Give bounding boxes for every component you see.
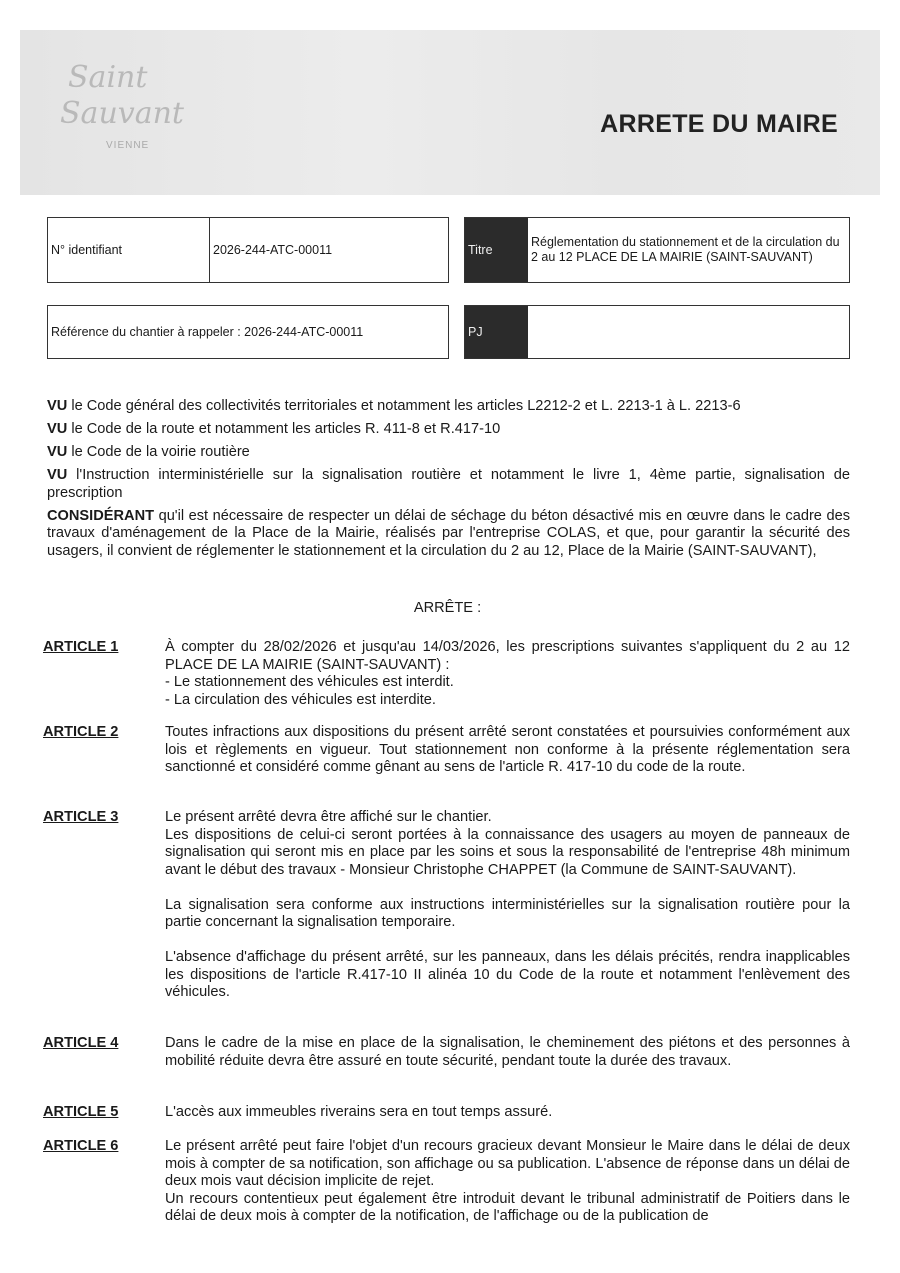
visa-keyword: VU <box>47 467 68 483</box>
titre-value: Réglementation du stationnement et de la circulation du 2 au 12 PLACE DE LA MAIRIE (SAINT-SAUVANT) <box>531 235 840 264</box>
visa-text: le Code général des collectivités territoriales et notamment les articles L2212-2 et L. 2213-1 à L. 2213-6 <box>67 398 741 414</box>
visa-text: le Code de la voirie routière <box>67 444 250 460</box>
article-paragraph: À compter du 28/02/2026 et jusqu'au 14/03/2026, les prescriptions suivantes s'appliquent du 2 au 12 PLACE DE LA MAIRIE (SAINT-SAUVANT) : <box>165 639 850 673</box>
id-label: N° identifiant <box>48 218 210 282</box>
article-5-label: ARTICLE 5 <box>43 1104 119 1120</box>
article-6-label: ARTICLE 6 <box>43 1138 119 1154</box>
article-paragraph: La signalisation sera conforme aux instructions interministérielles sur la signalisation routière pour la partie concernant la signalisation temporaire. <box>165 896 850 930</box>
article-paragraph: Toutes infractions aux dispositions du présent arrêté seront constatées et poursuivies conformément aux lois et règlements en vigueur. Tout stationnement non conforme à la présente réglementation sera sanctionné et considéré comme gênant au sens de l'article R. 417-10 du code de la route. <box>165 724 850 775</box>
saint-sauvant-logo <box>58 60 208 165</box>
article-paragraph: L'accès aux immeubles riverains sera en tout temps assuré. <box>165 1104 553 1120</box>
article-1-label: ARTICLE 1 <box>43 639 119 655</box>
logo-region: VIENNE <box>106 140 150 151</box>
pj-value <box>528 306 849 358</box>
logo-line2: Sauvant <box>60 96 184 131</box>
visa-2 <box>47 421 850 439</box>
visa-keyword: VU <box>47 421 68 437</box>
article-4-body <box>165 1035 850 1070</box>
pj-label: PJ <box>465 306 528 358</box>
article-paragraph: Un recours contentieux peut également être introduit devant le tribunal administratif de Poitiers dans le délai de deux mois à compter de la notification, de l'affichage ou de la publication de <box>165 1190 850 1224</box>
article-3-body <box>165 809 850 1002</box>
article-paragraph: Les dispositions de celui-ci seront portées à la connaissance des usagers au moyen de panneaux de signalisation qui seront mis en place par les soins et sous la responsabilité de l'entreprise 48h minimum avant le début des travaux - Monsieur Christophe CHAPPET (la Commune de SAINT-SAUVANT). <box>165 826 850 878</box>
document-title: ARRETE DU MAIRE <box>600 110 838 138</box>
considerant-text: qu'il est nécessaire de respecter un délai de séchage du béton désactivé mis en œuvre dans le cadre des travaux d'aménagement de la Place de la Mairie, réalisés par l'entreprise COLAS, et que, pour garantir la sécurité des usagers, il convient de réglementer le stationnement et la circulation du 2 au 12, Place de la Mairie (SAINT-SAUVANT), <box>47 507 850 559</box>
arrete-heading: ARRÊTE : <box>413 600 482 616</box>
article-2-label: ARTICLE 2 <box>43 724 119 740</box>
visas <box>47 398 850 560</box>
pj-box <box>464 305 850 359</box>
visa-text: l'Instruction interministérielle sur la signalisation routière et notamment le livre 1, 4ème partie, signalisation de prescription <box>47 467 850 501</box>
article-4-label: ARTICLE 4 <box>43 1035 119 1051</box>
title-box <box>464 217 850 283</box>
article-paragraph: L'absence d'affichage du présent arrêté, sur les panneaux, dans les délais précités, rendra inapplicables les dispositions de l'article R.417-10 II alinéa 10 du Code de la route et notamment l'enlèvement des véhicules. <box>165 949 850 1000</box>
visa-text: le Code de la route et notamment les articles R. 411-8 et R.417-10 <box>67 421 501 437</box>
reference-box <box>47 305 449 359</box>
logo-line1: Saint <box>68 60 148 95</box>
article-2-body <box>165 724 850 777</box>
considerant <box>47 508 850 561</box>
visa-3 <box>47 444 850 462</box>
article-6-body <box>165 1138 850 1226</box>
article-paragraph: - La circulation des véhicules est interdite. <box>165 691 436 708</box>
visa-4 <box>47 467 850 502</box>
article-paragraph: Le présent arrêté devra être affiché sur le chantier. <box>165 809 492 825</box>
article-5-body <box>165 1104 850 1122</box>
identifier-box <box>47 217 449 283</box>
article-paragraph: Le présent arrêté peut faire l'objet d'un recours gracieux devant Monsieur le Maire dans le délai de deux mois à compter de sa notification, son affichage ou sa publication. L'absence de réponse dans un délai de deux mois vaut décision implicite de rejet. <box>165 1138 850 1189</box>
reference-text: Référence du chantier à rappeler : 2026-244-ATC-00011 <box>51 325 364 339</box>
visa-1 <box>47 398 850 416</box>
id-value: 2026-244-ATC-00011 <box>213 243 333 257</box>
visa-keyword: VU <box>47 398 68 414</box>
visa-keyword: VU <box>47 444 68 460</box>
considerant-keyword: CONSIDÉRANT <box>47 507 155 524</box>
article-3-label: ARTICLE 3 <box>43 809 119 825</box>
article-1-body <box>165 639 850 709</box>
article-paragraph: Dans le cadre de la mise en place de la signalisation, le cheminement des piétons et des personnes à mobilité réduite devra être assuré en toute sécurité, pendant toute la durée des travaux. <box>165 1035 850 1069</box>
article-paragraph: - Le stationnement des véhicules est interdit. <box>165 674 454 690</box>
titre-label: Titre <box>465 218 528 282</box>
